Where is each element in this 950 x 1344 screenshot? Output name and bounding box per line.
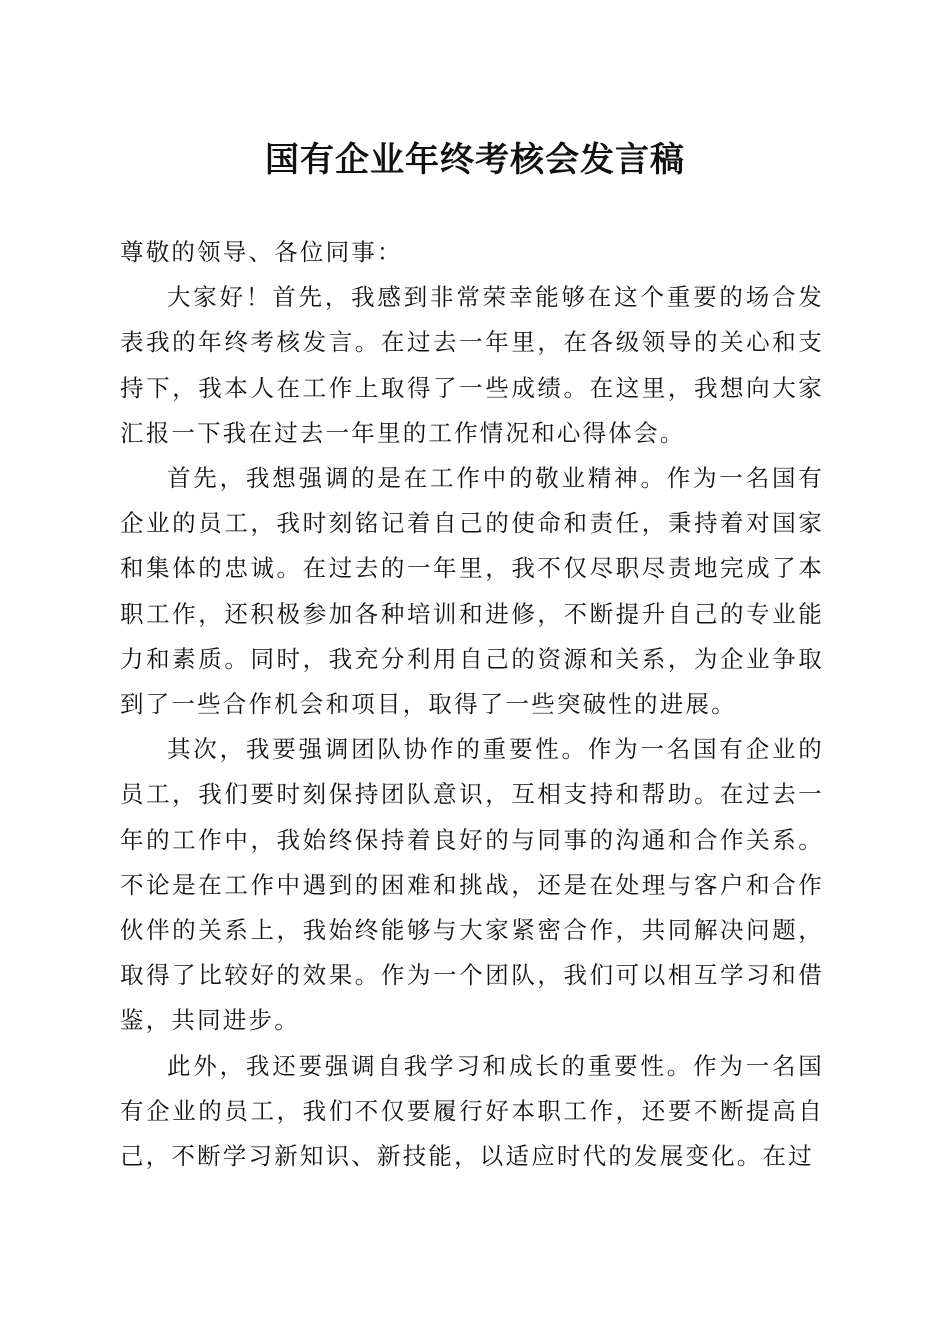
document-title: 国有企业年终考核会发言稿 bbox=[265, 140, 685, 180]
salutation: 尊敬的领导、各位同事： bbox=[120, 238, 403, 266]
paragraph-1: 大家好！首先，我感到非常荣幸能够在这个重要的场合发表我的年终考核发言。在过去一年里，在各级领导的关心和支持下，我本人在工作上取得了一些成绩。在这里，我想向大家汇报一下我在过去一年里的工作情况和心得体会。 bbox=[120, 283, 824, 447]
paragraph-4: 此外，我还要强调自我学习和成长的重要性。作为一名国有企业的员工，我们不仅要履行好本职工作，还要不断提高自己，不断学习新知识、新技能，以适应时代的发展变化。在过 bbox=[120, 1051, 824, 1171]
paragraph-3: 其次，我要强调团队协作的重要性。作为一名国有企业的员工，我们要时刻保持团队意识，互相支持和帮助。在过去一年的工作中，我始终保持着良好的与同事的沟通和合作关系。不论是在工作中遇到的困难和挑战，还是在处理与客户和合作伙伴的关系上，我始终能够与大家紧密合作，共同解决问题，取得了比较好的效果。作为一个团队，我们可以相互学习和借鉴，共同进步。 bbox=[120, 735, 824, 1035]
document-body bbox=[120, 230, 824, 1179]
paragraph-2: 首先，我想强调的是在工作中的敬业精神。作为一名国有企业的员工，我时刻铭记着自己的使命和责任，秉持着对国家和集体的忠诚。在过去的一年里，我不仅尽职尽责地完成了本职工作，还积极参加各种培训和进修，不断提升自己的专业能力和素质。同时，我充分利用自己的资源和关系，为企业争取到了一些合作机会和项目，取得了一些突破性的进展。 bbox=[120, 464, 824, 719]
